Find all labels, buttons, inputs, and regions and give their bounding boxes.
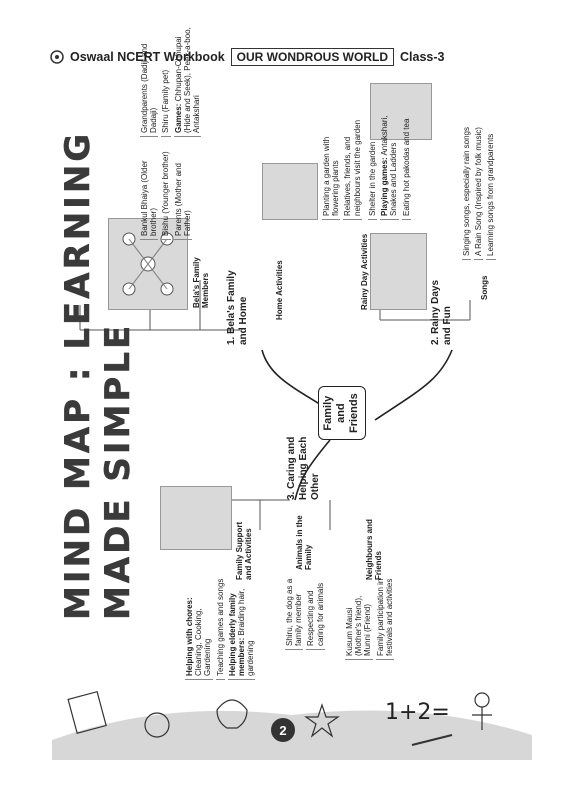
rainy-activity (380, 100, 398, 220)
elderly-label: Helping elderly family members: (227, 593, 246, 676)
support-item (185, 570, 213, 680)
family-member: Bishu (Younger brother) (161, 145, 170, 240)
center-topic (318, 386, 366, 440)
song-item: Singing songs, especially rain songs (462, 80, 471, 260)
home-activity: Planting a garden with flowering plants (322, 110, 340, 220)
neighbours-list (345, 575, 394, 660)
mind-map-title: MIND MAP : LEARNING MADE SIMPLE (58, 130, 138, 620)
rainy-day-activities-list (368, 100, 411, 220)
playing-games-label: Playing games: (380, 157, 390, 216)
song-item: A Rain Song (Inspired by folk music) (474, 80, 483, 260)
page-number: 2 (271, 718, 295, 742)
playing-games-text: Antakshari, Snakes and Ladders (380, 115, 399, 216)
center-topic-line1: Family (322, 395, 334, 431)
class-label: Class-3 (400, 50, 445, 64)
family-members-col2 (140, 22, 201, 137)
games-text: Chhupan-Chhupai (Hide and Seek), Peek-a-boo, Antakshari (173, 27, 201, 133)
subtopic-animals: Animals in the Family (295, 515, 314, 570)
family-member: Parents (Mother and Father) (174, 145, 192, 240)
family-member: Shiru (Family pet) (161, 22, 170, 137)
subtopic-neighbours: Neighbours and Friends (365, 519, 384, 580)
center-topic-line2: and (335, 403, 348, 423)
chores-text: Cleaning, Cooking, Gardening (194, 608, 213, 676)
family-member: Bankul Bhaiya (Older brother) (140, 145, 158, 240)
branch-title-rainy-days: 2. Rainy Days and Fun (430, 279, 453, 345)
math-doodle-text: 1+2= (385, 700, 450, 725)
subtopic-home-activities: Home Activities (275, 260, 284, 320)
animals-item: Shiru, the dog as a family member (285, 570, 303, 650)
branch-title-caring-helping: 3. Caring and Helping Each Other (286, 436, 321, 500)
center-topic-line3: Friends (348, 393, 361, 433)
elderly-text: Braiding hair, gardening (236, 588, 256, 676)
rainy-activity: Eating hot pakodas and tea (402, 100, 411, 220)
home-activity: Relatives, friends, and neighbours visit the garden (343, 110, 361, 220)
rainy-activity: Shelter in the garden (368, 100, 377, 220)
rainy-day-photo (370, 233, 427, 310)
subtopic-family-members: Bela's Family Members (192, 257, 211, 308)
garden-photo (262, 163, 318, 220)
songs-list (462, 80, 496, 260)
song-item: Learning songs from grandparents (486, 80, 495, 260)
support-item (228, 570, 256, 680)
home-activities-list (322, 110, 362, 220)
publisher-name: Oswaal NCERT Workbook (70, 50, 225, 64)
book-title: OUR WONDROUS WORLD (231, 48, 394, 66)
family-member: Grandparents (Dadiji and Dadaji) (140, 22, 158, 137)
subtopic-rainy-day-activities: Rainy Day Activities (360, 233, 369, 310)
neighbours-item: Kusum Mausi (Mother's friend), Munni (Friend) (345, 575, 373, 660)
subtopic-songs: Songs (480, 275, 489, 300)
support-item: Teaching games and songs (216, 570, 225, 680)
animals-item: Respecting and caring for animals (306, 570, 324, 650)
games-label: Games: (173, 103, 183, 133)
neighbours-item: Family participation in festivals and activities (376, 575, 394, 660)
family-support-photo (160, 486, 232, 550)
animals-list (285, 570, 325, 650)
branch-title-family-home: 1. Bela's Family and Home (226, 270, 249, 345)
chores-label: Helping with chores: (185, 597, 194, 676)
subtopic-family-support: Family Support and Activities (235, 521, 254, 580)
family-members-list (140, 20, 201, 240)
games-item (174, 22, 202, 137)
family-support-list (185, 570, 255, 680)
family-members-col1 (140, 145, 201, 240)
